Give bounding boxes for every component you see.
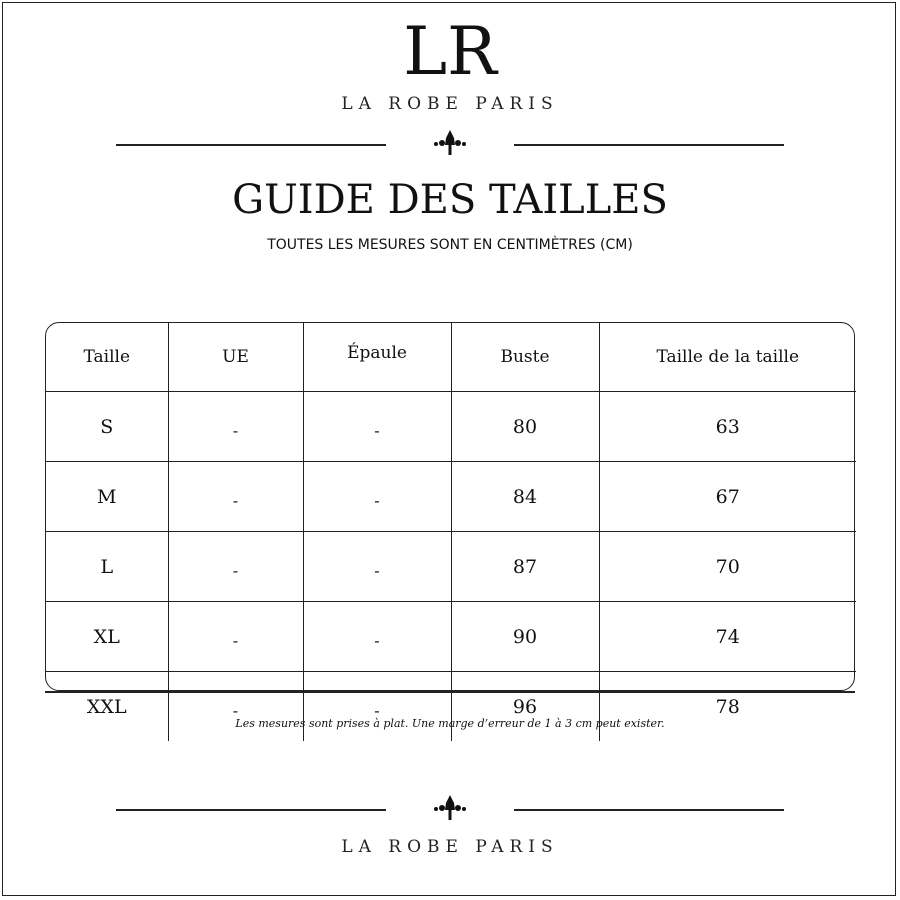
header-size: Taille [46, 323, 168, 392]
page-subtitle: TOUTES LES MESURES SONT EN CENTIMÈTRES (CM) [267, 237, 633, 253]
header-eu: UE [168, 323, 303, 392]
cell-eu: - [168, 532, 303, 602]
brand-logo: LR [403, 13, 497, 90]
cell-size: M [46, 462, 168, 532]
cell-size: L [46, 532, 168, 602]
header-waist: Taille de la taille [599, 323, 856, 392]
footer-rule-left [116, 809, 386, 811]
table-underline [45, 691, 855, 693]
table-row [46, 672, 856, 742]
fleur-de-lis-icon [432, 128, 468, 158]
table-row [46, 532, 856, 602]
table-header-row [46, 323, 856, 392]
cell-waist: 74 [599, 602, 856, 672]
cell-shoulder: - [303, 672, 451, 742]
cell-bust: 96 [451, 672, 599, 742]
size-table [45, 322, 855, 720]
cell-eu: - [168, 392, 303, 462]
cell-bust: 90 [451, 602, 599, 672]
cell-size: S [46, 392, 168, 462]
fleur-de-lis-icon [432, 793, 468, 823]
table-row [46, 462, 856, 532]
footer-brand-name: LA ROBE PARIS [341, 837, 559, 857]
brand-name: LA ROBE PARIS [341, 94, 559, 114]
cell-shoulder: - [303, 602, 451, 672]
footer-rule-right [514, 809, 784, 811]
cell-eu: - [168, 602, 303, 672]
page-title: GUIDE DES TAILLES [232, 177, 668, 223]
cell-waist: 70 [599, 532, 856, 602]
header-bust: Buste [451, 323, 599, 392]
table-row [46, 602, 856, 672]
measurement-note: Les mesures sont prises à plat. Une marge d’erreur de 1 à 3 cm peut exister. [235, 717, 665, 730]
cell-size: XXL [46, 672, 168, 742]
cell-bust: 84 [451, 462, 599, 532]
cell-waist: 63 [599, 392, 856, 462]
cell-eu: - [168, 462, 303, 532]
cell-waist: 78 [599, 672, 856, 742]
table-row [46, 392, 856, 462]
header-shoulder: Épaule [303, 323, 451, 392]
cell-shoulder: - [303, 392, 451, 462]
cell-shoulder: - [303, 462, 451, 532]
header-rule-left [116, 144, 386, 146]
cell-shoulder: - [303, 532, 451, 602]
cell-waist: 67 [599, 462, 856, 532]
cell-size: XL [46, 602, 168, 672]
cell-bust: 80 [451, 392, 599, 462]
cell-bust: 87 [451, 532, 599, 602]
cell-eu: - [168, 672, 303, 742]
header-rule-right [514, 144, 784, 146]
